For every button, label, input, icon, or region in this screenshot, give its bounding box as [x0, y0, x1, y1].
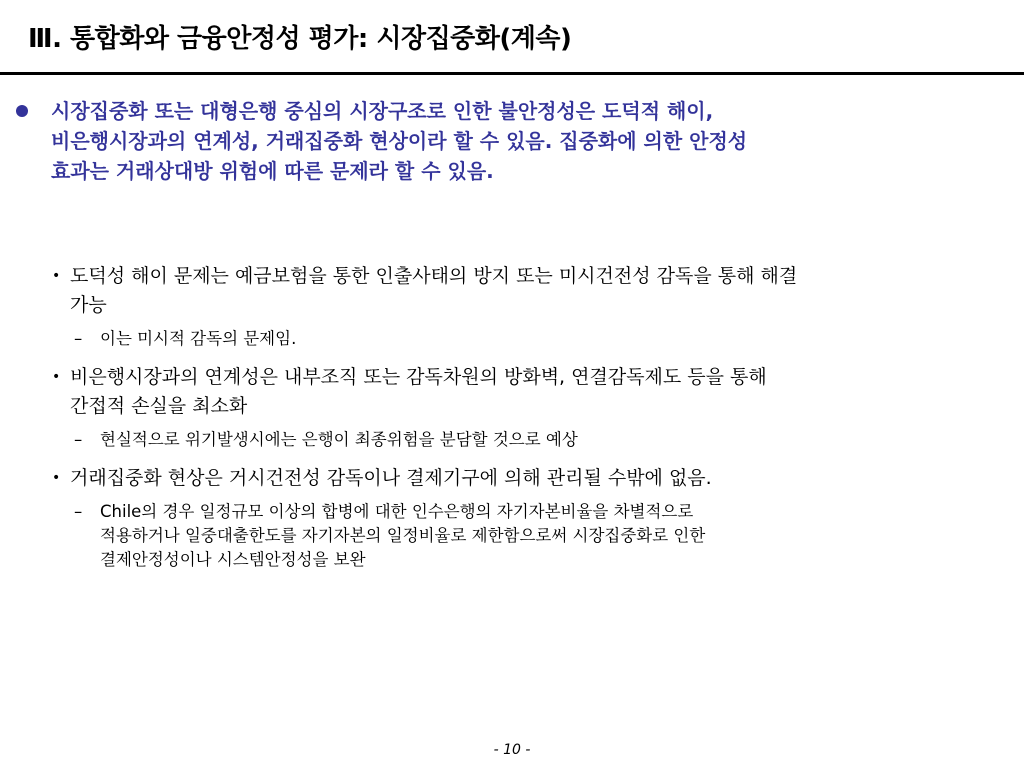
- bullet-icon: •: [52, 470, 61, 486]
- key-point-line: 비은행시장과의 연계성, 거래집중화 현상이라 할 수 있음. 집중화에 의한 안정성: [51, 129, 748, 153]
- sub-bullet-item: [52, 428, 982, 452]
- bullet-item: [52, 363, 982, 421]
- dash-icon: –: [74, 430, 83, 449]
- title-divider: [0, 72, 1024, 75]
- bullet-text-line: 거래집중화 현상은 거시건전성 감독이나 결제기구에 의해 관리될 수밖에 없음.: [70, 467, 712, 489]
- bullet-item: [52, 262, 982, 320]
- bullet-list: [52, 262, 982, 584]
- dash-icon: –: [74, 502, 83, 521]
- sub-bullet-text-line: 현실적으로 위기발생시에는 은행이 최종위험을 분담할 것으로 예상: [100, 430, 578, 449]
- bullet-icon: •: [52, 268, 61, 284]
- bullet-text-line: 간접적 손실을 최소화: [70, 395, 248, 417]
- dash-icon: –: [74, 329, 83, 348]
- bullet-text-line: 도덕성 해이 문제는 예금보험을 통한 인출사태의 방지 또는 미시건전성 감독을 통해 해결: [70, 265, 798, 287]
- sub-bullet-item: [52, 500, 982, 572]
- key-point: [16, 96, 976, 186]
- bullet-dot-icon: [16, 105, 28, 117]
- key-point-line: 시장집중화 또는 대형은행 중심의 시장구조로 인한 불안정성은 도덕적 해이,: [51, 99, 714, 123]
- bullet-text-line: 가능: [70, 294, 107, 316]
- sub-bullet-text-line: 이는 미시적 감독의 문제임.: [100, 329, 297, 348]
- key-point-text: [51, 96, 976, 186]
- sub-bullet-text-line: 결제안정성이나 시스템안정성을 보완: [100, 550, 366, 569]
- slide-title: Ⅲ. 통합화와 금융안정성 평가: 시장집중화(계속): [28, 24, 572, 54]
- page-number: - 10 -: [493, 742, 531, 758]
- sub-bullet-item: [52, 327, 982, 351]
- sub-bullet-text-line: Chile의 경우 일정규모 이상의 합병에 대한 인수은행의 자기자본비율을 차별적으로: [100, 502, 694, 521]
- bullet-icon: •: [52, 369, 61, 385]
- sub-bullet-text-line: 적용하거나 일중대출한도를 자기자본의 일정비율로 제한함으로써 시장집중화로 인한: [100, 526, 706, 545]
- bullet-item: [52, 464, 982, 493]
- bullet-text-line: 비은행시장과의 연계성은 내부조직 또는 감독차원의 방화벽, 연결감독제도 등을 통해: [70, 366, 767, 388]
- key-point-line: 효과는 거래상대방 위험에 따른 문제라 할 수 있음.: [51, 159, 494, 183]
